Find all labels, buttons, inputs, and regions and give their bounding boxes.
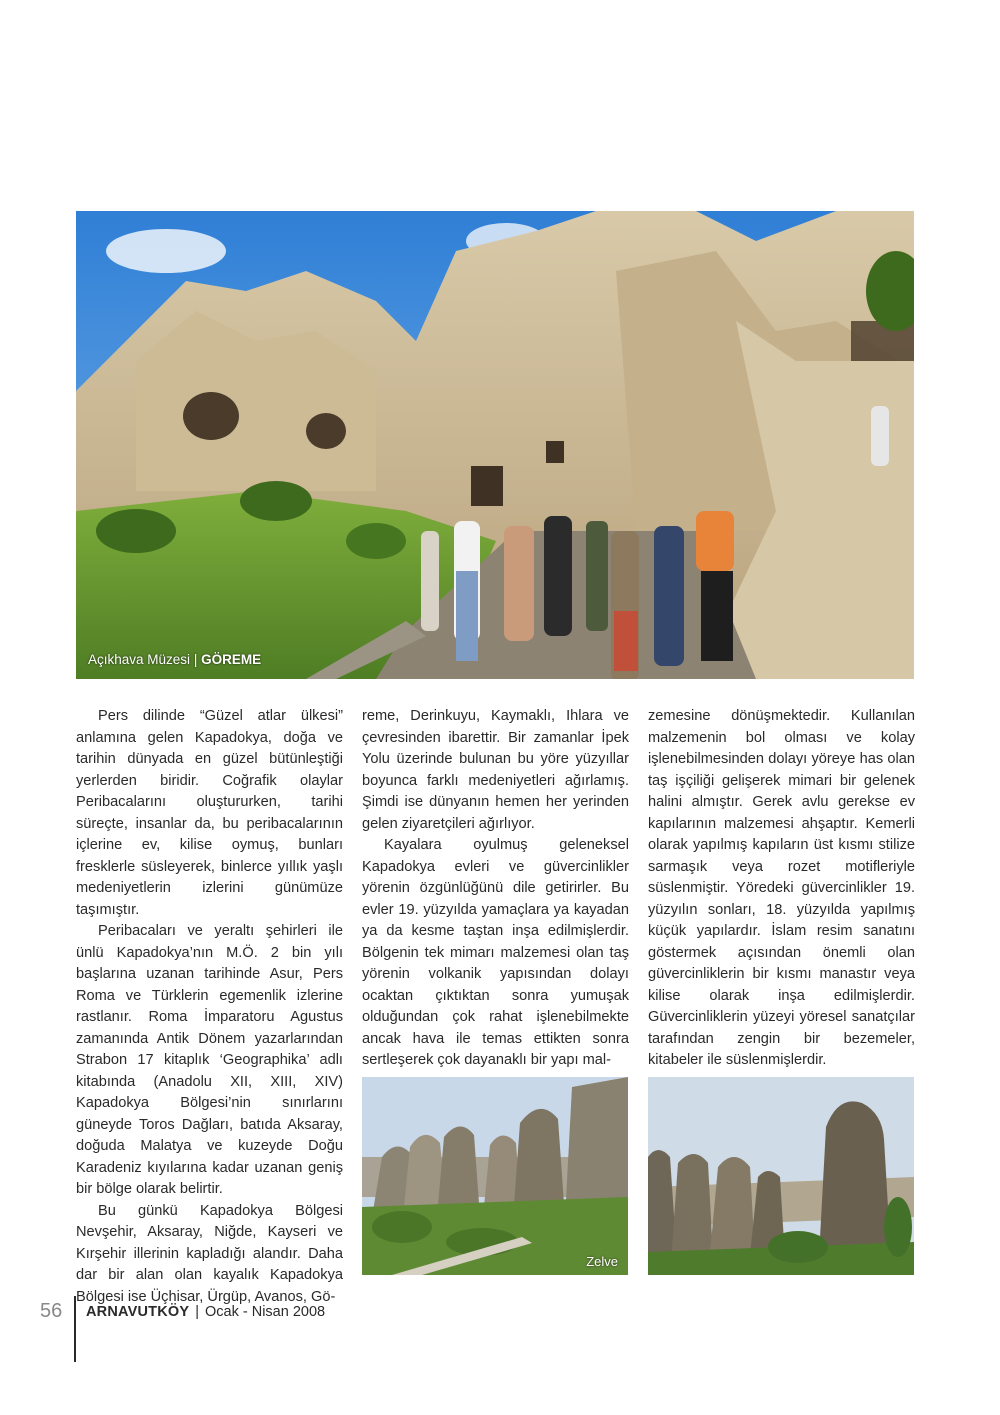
paragraph: Kayalara oyulmuş geleneksel Kapadokya evleri ve güvercinlikler yörenin özgünlüğünü dile getirirler. Bu evler 19. yüzyılda yamaçlara ya kayadan ya da kesme taştan inşa edilmişlerdir. Bölgenin tek mimarı malzemesi olan taş yörenin volkanik yapısından dolayı ocaktan çıktıktan sonra yumuşak olduğundan çok rahat işlenebilmekte ancak hava ile temas ettikten sonra sertleşerek çok dayanaklı bir yapı mal- (362, 837, 629, 1068)
hero-caption-separator: | (193, 652, 198, 667)
paragraph: Peribacaları ve yeraltı şehirleri ile ünlü Kapadokya’nın M.Ö. 2 bin yılı başlarına uzanan tarihinde Asur, Pers Roma ve Türklerin egemenlik izlerine rastlanır. Roma İmparatoru Agustus zamanında Antik Dönem yazarlarından Strabon 17 kitaplık ‘Geographika’ adlı kitabında (Anadolu XII, XIII, XIV) Kapadokya Bölgesi’nin sınırlarını güneyde Toros Dağları, batıda Aksaray, doğuda Malatya ve kuzeyde Doğu Karadeniz kıyılarına kadar uzanan geniş bir bölge olarak belirtir. (76, 923, 343, 1197)
paragraph: Bu günkü Kapadokya Bölgesi Nevşehir, Aksaray, Niğde, Kayseri ve Kırşehir illerinin kapladığı alandır. Daha dar bir alan olan kayalık Kapadokya Bölgesi ise Üçhisar, Ürgüp, Avanos, Gö- (76, 1202, 343, 1305)
hero-photo-illustration (76, 211, 914, 679)
paragraph: zemesine dönüşmektedir. Kullanılan malzemenin bol olması ve kolay işlenebilmesinden dolayı yöreye has olan taş işçiliği gelişerek mimari bir gelenek halini almıştır. Gerek avlu gerekse ev kapılarının malzemesi ahşaptır. Kemerli olarak yapılmış kapıların üst kısmı stilize sarmaşık veya rozet motifleriyle süslenmiştir. Yöredeki güvercinlikler 19. yüzyılın sonları, 18. yüzyılda yapılmış küçük yapılardır. İslam resim sanatını göstermek açısından önemli olan güvercinliklerin bir kısmı manastır veya kilise olarak inşa edilmişlerdir. Güvercinliklerin yüzeyi yöresel sanatçılar tarafından zengin bir bezemeler, kitabeler ile süslenmişlerdir. (648, 708, 915, 1068)
footer-info (86, 1304, 325, 1320)
text-column-1 (76, 706, 343, 1308)
page-number: 56 (40, 1300, 63, 1322)
text-column-2 (362, 706, 629, 1072)
footer-separator: | (195, 1304, 200, 1320)
paragraph: Pers dilinde “Güzel atlar ülkesi” anlamına gelen Kapadokya, doğa ve tarihin dünyada en güzel bütünleştiği yerlerden biridir. Coğrafik olaylar Peribacalarını oluştururken, tarihi süreçte, insanlar da, bu peribacalarının içlerine ev, kilise oymuş, bunları fresklerle süsleyerek, binlerce yıllık yaşlı medeniyetlerin izlerini günümüze taşımıştır. (76, 708, 343, 918)
magazine-name: ARNAVUTKÖY (86, 1304, 190, 1320)
issue-date: Ocak - Nisan 2008 (205, 1304, 326, 1320)
zelve-photo (362, 1077, 628, 1275)
zelve-photo-illustration (362, 1077, 628, 1275)
fairy-chimneys-photo (648, 1077, 914, 1275)
text-column-3 (648, 706, 915, 1072)
fairy-chimneys-illustration (648, 1077, 914, 1275)
hero-caption-town: GÖREME (201, 652, 262, 667)
hero-caption-place: Açıkhava Müzesi (88, 652, 191, 667)
paragraph: reme, Derinkuyu, Kaymaklı, Ihlara ve çevresinden ibarettir. Bir zamanlar İpek Yolu üzerinde bulunan bu yöre yüzyıllar boyunca farklı medeniyetleri ağırlamış. Şimdi ise dünyanın hemen her yerinden gelen ziyaretçileri ağırlıyor. (362, 708, 629, 832)
hero-caption (88, 652, 261, 667)
hero-photo (76, 211, 914, 679)
footer-divider (74, 1296, 76, 1362)
zelve-caption: Zelve (586, 1254, 618, 1269)
